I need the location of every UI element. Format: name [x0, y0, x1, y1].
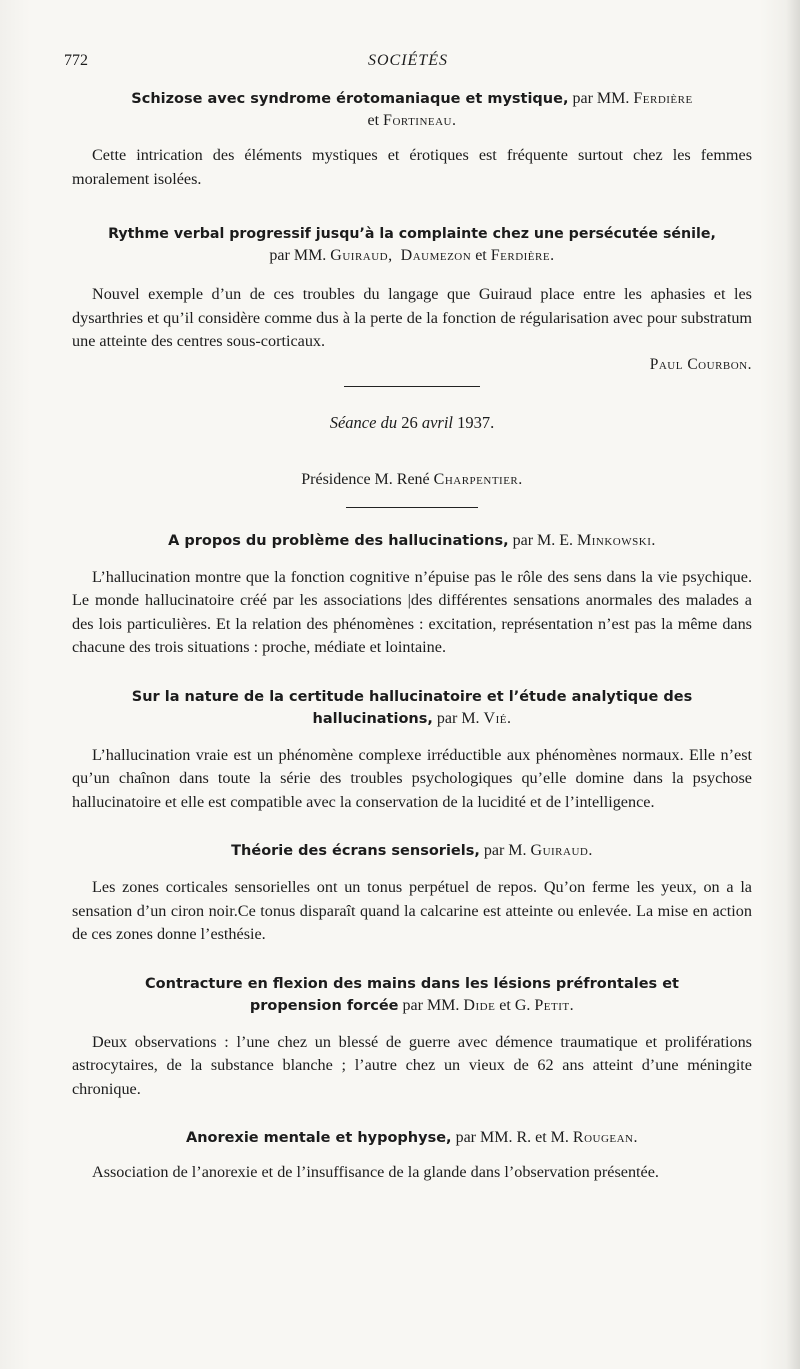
title-et: et: [471, 247, 491, 264]
section-title-ecrans: [72, 840, 752, 862]
section-title-bold: Théorie des écrans sensoriels,: [231, 843, 480, 859]
president-name: Charpentier.: [433, 470, 523, 488]
section-body: L’hallucination vraie est un phénomène complexe irréductible aux phénomènes normaux. Elle n’est qu’un chaînon dans toute la série des troubles psychologiques qu’elle domine dans la psychose hallucinatoire et elle est compatible avec la conservation de la lucidité et de l’intelligence.: [72, 745, 752, 811]
author-name: Ferdière: [633, 90, 693, 107]
page-number: 772: [64, 52, 88, 69]
section-body: Deux observations : l’une chez un blessé de guerre avec démence traumatique et proliférations astrocytaires, de la substance blanche ; l’autre chez un vieux de 62 ans atteint d’une méningite chronique.: [72, 1032, 752, 1098]
section-title-anorexie: [72, 1127, 752, 1149]
title-par: par M. E.: [508, 531, 578, 549]
section-body: Nouvel exemple d’un de ces troubles du langage que Guiraud place entre les aphasies et les dysarthries et qu’il considère comme dus à la perte de la fonction de régularisation avec pour substratum une atteinte des centres sous-corticaux.: [72, 285, 752, 350]
section-title-hallucinations: [72, 530, 752, 552]
presidence-label: Présidence M. René: [301, 470, 434, 488]
author-name: Guiraud,: [330, 247, 393, 264]
running-head: SOCIÉTÉS: [368, 52, 448, 69]
scan-edge: [786, 0, 800, 1369]
title-et: et: [367, 112, 384, 129]
title-par: par M.: [479, 842, 531, 859]
author-name: Ferdière.: [490, 247, 555, 264]
author-name: Minkowski.: [577, 531, 656, 549]
section-body: Association de l’anorexie et de l’insuffisance de la glande dans l’observation présentée.: [92, 1163, 659, 1181]
title-par: par MM.: [398, 996, 464, 1014]
title-par: par MM. R. et M.: [451, 1129, 573, 1146]
signature: Paul Courbon.: [649, 355, 752, 373]
section-title-schizose: [72, 88, 752, 132]
author-name: Dide: [463, 996, 496, 1014]
section-title-certitude: [72, 686, 752, 730]
title-par: par M.: [432, 709, 484, 727]
section-title-bold: Contracture en flexion des mains dans les lésions préfrontales et: [145, 975, 679, 992]
title-par: par MM.: [568, 90, 634, 107]
title-par: par MM.: [269, 247, 331, 264]
section-body: Cette intrication des éléments mystiques et érotiques est fréquente surtout chez les femmes moralement isolées.: [72, 146, 752, 188]
section-title-bold: Rythme verbal progressif jusqu’à la complainte chez une persécutée sénile,: [108, 226, 716, 242]
page-header: [64, 52, 752, 76]
section-title-rythme: [72, 223, 752, 267]
section-title-bold: Schizose avec syndrome érotomaniaque et mystique,: [131, 91, 569, 107]
seance-day: 26: [397, 412, 422, 432]
presidence: [72, 471, 752, 489]
seance-year: 1937.: [453, 412, 495, 432]
title-et: et G.: [495, 996, 535, 1014]
section-title-bold: hallucinations,: [312, 710, 433, 727]
section-title-bold: A propos du problème des hallucinations,: [168, 532, 509, 549]
seance-month: avril: [421, 412, 454, 432]
section-title-bold: Sur la nature de la certitude hallucinatoire et l’étude analytique des: [131, 688, 693, 705]
section-body: L’hallucination montre que la fonction cognitive n’épuise pas le rôle des sens dans la vie psychique. Le monde hallucinatoire créé par les associations |des différentes sensations anormales des malades a des lois particulières. Et la relation des phénomènes : excitation, représentation n’est pas la même dans chacune des trois situations : proche, médiate et lointaine.: [72, 567, 752, 656]
seance-date: [72, 413, 752, 433]
section-title-bold: Anorexie mentale et hypophyse,: [185, 1130, 452, 1146]
author-name: Guiraud.: [530, 842, 593, 859]
author-name: Petit.: [534, 996, 575, 1014]
author-name: Vié.: [483, 709, 512, 727]
author-name: Daumezon: [400, 247, 472, 264]
author-name: Rougean.: [572, 1129, 639, 1146]
section-title-bold: propension forcée: [249, 997, 399, 1014]
author-name: Fortineau.: [383, 112, 457, 129]
seance-prefix: Séance du: [329, 412, 398, 432]
page-content: [72, 88, 752, 1185]
section-body: Les zones corticales sensorielles ont un tonus perpétuel de repos. Qu’on ferme les yeux, on a la sensation d’un ciron noir.Ce tonus disparaît quand la calcarine est atteinte ou enlevée. La mise en action de ces zones donne l’esthésie.: [72, 878, 752, 943]
section-title-contracture: [72, 973, 752, 1017]
